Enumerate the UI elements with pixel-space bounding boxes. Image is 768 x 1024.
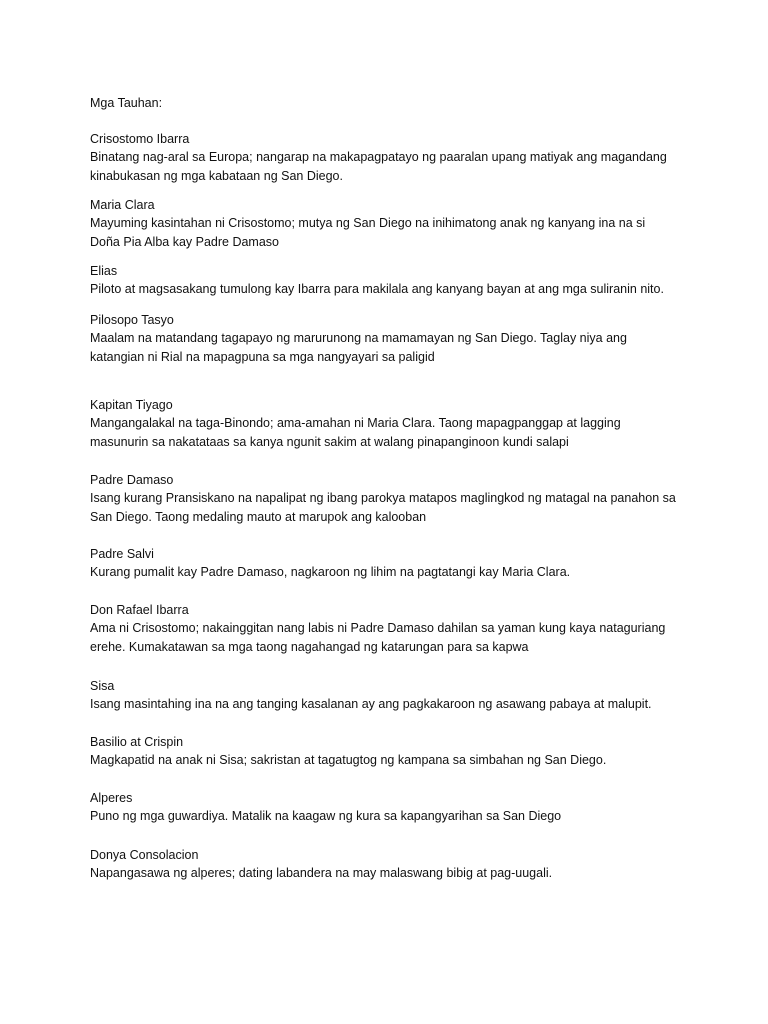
character-description-line: Isang kurang Pransiskano na napalipat ng ibang parokya matapos maglingkod ng matagal na panahon sa (90, 491, 676, 505)
character-name: Alperes (90, 791, 133, 805)
character-entry-don-rafael-ibarra (90, 601, 690, 657)
character-description-line: erehe. Kumakatawan sa mga taong nagahangad ng katarungan para sa kapwa (90, 640, 529, 654)
character-description-line: Puno ng mga guwardiya. Matalik na kaagaw ng kura sa kapangyarihan sa San Diego (90, 809, 562, 823)
character-entry-donya-consolacion (90, 846, 690, 883)
character-description-line: katangian ni Rial na mapagpuna sa mga nangyayari sa paligid (90, 350, 435, 364)
character-description-line: Maalam na matandang tagapayo ng marurunong na mamamayan ng San Diego. Taglay niya ang (90, 331, 627, 345)
character-description-line: Isang masintahing ina na ang tanging kasalanan ay ang pagkakaroon ng asawang pabaya at malupit. (90, 697, 652, 711)
character-entry-maria-clara (90, 196, 690, 252)
character-entry-pilosopo-tasyo (90, 311, 690, 367)
character-description-line: San Diego. Taong medaling mauto at marupok ang kalooban (90, 510, 427, 524)
character-name: Crisostomo Ibarra (90, 132, 190, 146)
character-description-line: Piloto at magsasakang tumulong kay Ibarra para makilala ang kanyang bayan at ang mga suliranin nito. (90, 282, 664, 296)
character-entry-elias (90, 262, 690, 299)
character-description-line: kinabukasan ng mga kabataan ng San Diego. (90, 169, 343, 183)
character-description-line: Binatang nag-aral sa Europa; nangarap na makapagpatayo ng paaralan upang matiyak ang magandang (90, 150, 667, 164)
character-name: Don Rafael Ibarra (90, 603, 189, 617)
character-name: Basilio at Crispin (90, 735, 184, 749)
character-description-line: Magkapatid na anak ni Sisa; sakristan at tagatugtog ng kampana sa simbahan ng San Diego. (90, 753, 607, 767)
character-name: Padre Salvi (90, 547, 154, 561)
character-entry-sisa (90, 677, 690, 714)
character-entry-alperes (90, 789, 690, 826)
character-description-line: masunurin sa nakatataas sa kanya ngunit sakim at walang pinapanginoon kundi salapi (90, 435, 569, 449)
character-name: Donya Consolacion (90, 848, 199, 862)
character-description-line: Ama ni Crisostomo; nakainggitan nang labis ni Padre Damaso dahilan sa yaman kung kaya nataguriang (90, 621, 666, 635)
character-description-line: Mayuming kasintahan ni Crisostomo; mutya ng San Diego na inihimatong anak ng kanyang ina na si (90, 216, 646, 230)
character-entry-basilio-at-crispin (90, 733, 690, 770)
character-name: Elias (90, 264, 118, 278)
character-entry-padre-damaso (90, 471, 690, 527)
character-name: Maria Clara (90, 198, 155, 212)
character-entry-kapitan-tiyago (90, 396, 690, 452)
character-name: Padre Damaso (90, 473, 174, 487)
character-description-line: Mangangalakal na taga-Binondo; ama-amahan ni Maria Clara. Taong mapagpanggap at lagging (90, 416, 621, 430)
document-title: Mga Tauhan: (90, 96, 163, 110)
character-description-line: Kurang pumalit kay Padre Damaso, nagkaroon ng lihim na pagtatangi kay Maria Clara. (90, 565, 571, 579)
character-description-line: Napangasawa ng alperes; dating labandera na may malaswang bibig at pag-uugali. (90, 866, 553, 880)
character-entry-padre-salvi (90, 545, 690, 582)
character-description-line: Doña Pia Alba kay Padre Damaso (90, 235, 279, 249)
character-entry-crisostomo-ibarra (90, 130, 690, 186)
character-name: Kapitan Tiyago (90, 398, 173, 412)
character-name: Sisa (90, 679, 115, 693)
character-name: Pilosopo Tasyo (90, 313, 174, 327)
